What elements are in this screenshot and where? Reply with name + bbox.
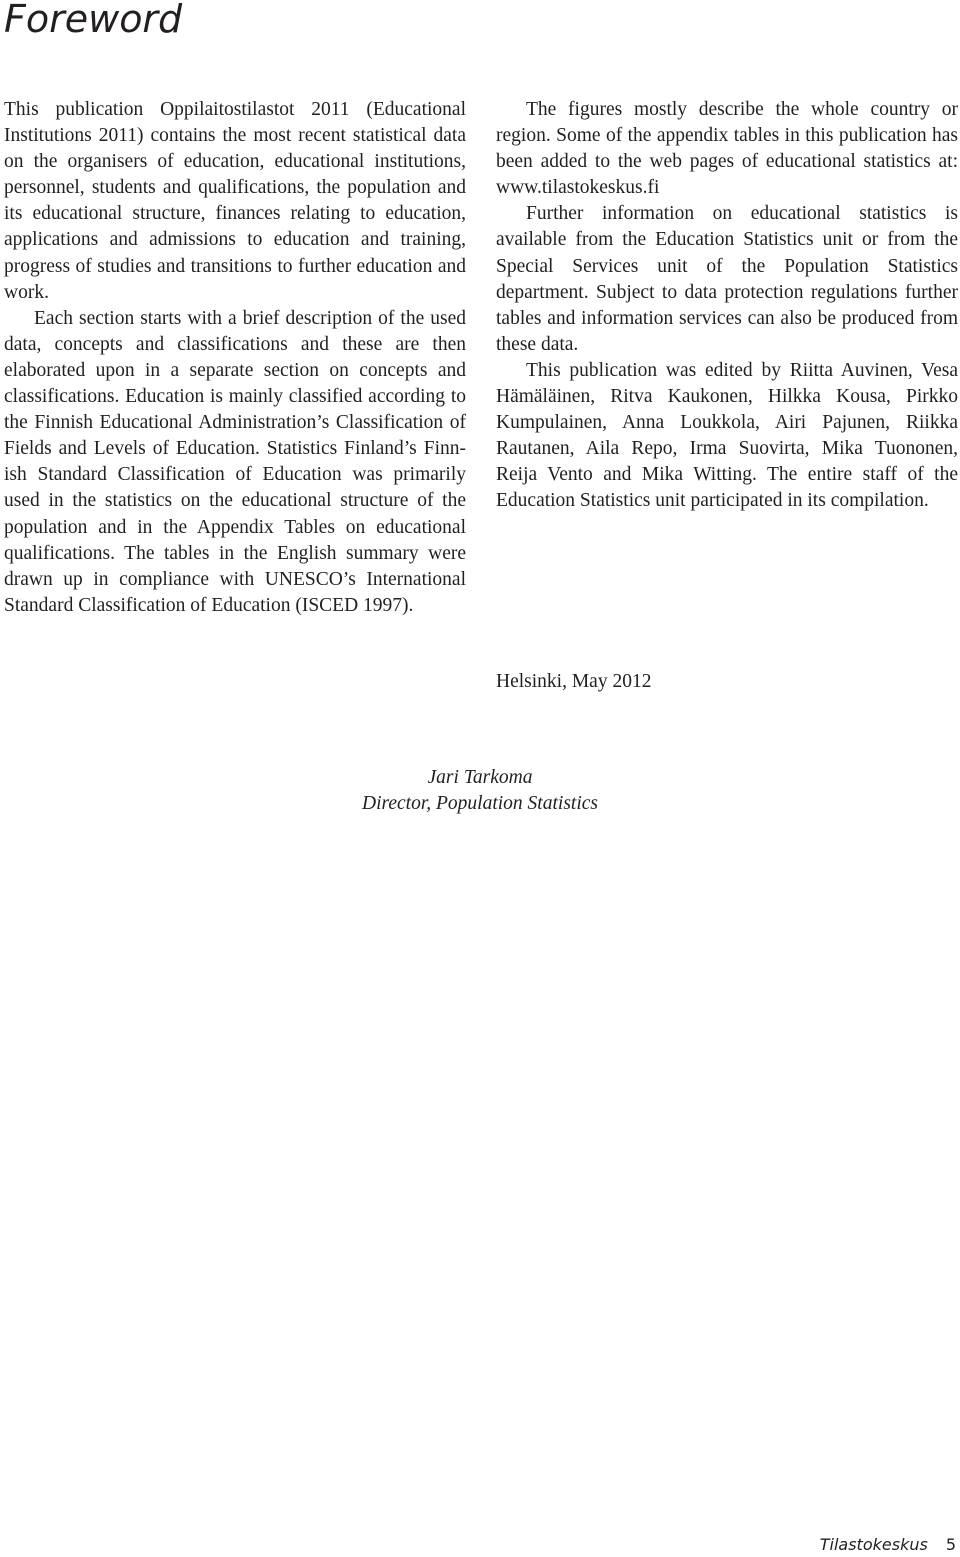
paragraph-section-structure: Each section starts with a brief description of the used data, concepts and classifications and these are then elaborated upon in a separate section on concepts and classifications. Education is mainly classified according to the Finnish Educational Administration’s Classification of Fields and Levels of Education. Statistics Finland’s Finnish Standard Classification of Education was primarily used in the statistics on the educational structure of the population and in the Appendix Tables on educational qualifications. The tables in the English summary were drawn up in compliance with UNESCO’s International Standard Classification of Education (ISCED 1997). [4,307,466,616]
foreword-left-column [4,97,466,619]
paragraph-further-information: Further information on educational statistics is available from the Education Statistics unit or from the Special Services unit of the Population Statistics department. Subject to data protection regulations further tables and information services can also be produced from these data. [496,203,958,355]
page-number: 5 [945,1535,956,1554]
foreword-right-column [496,97,958,515]
page-title: Foreword [4,0,183,41]
paragraph-publication-contents: This publication Oppilaitostilastot 2011 (Educational Institutions 2011) contains the most recent statistical data on the organisers of education, educational institutions, personnel, students and qualifications, the population and its educational structure, finances relating to education, applications and admissions to education and training, progress of studies and transitions to further education and work. [4,99,466,303]
paragraph-figures-scope: The figures mostly describe the whole country or region. Some of the appendix tables in this publication has been added to the web pages of educational statistics at: www.tilastokeskus.fi [496,99,958,199]
publisher-name: Tilastokeskus [819,1535,928,1554]
paragraph-editors: This publication was edited by Riitta Auvinen, Vesa Hämäläinen, Ritva Kaukonen, Hilkka Kousa, Pirkko Kumpulainen, Anna Loukkola, Airi Pajunen, Riikka Rautanen, Aila Repo, Irma Suovirta, Mika Tuononen, Reija Vento and Mika Witting. The entire staff of the Education Statistics unit participated in its compilation. [496,359,958,512]
signatory-name: Jari Tarkoma [427,767,533,788]
signature-block [0,765,960,817]
signatory-role: Director, Population Statistics [362,793,598,814]
place-and-date: Helsinki, May 2012 [496,671,652,692]
page-footer [820,1534,956,1556]
